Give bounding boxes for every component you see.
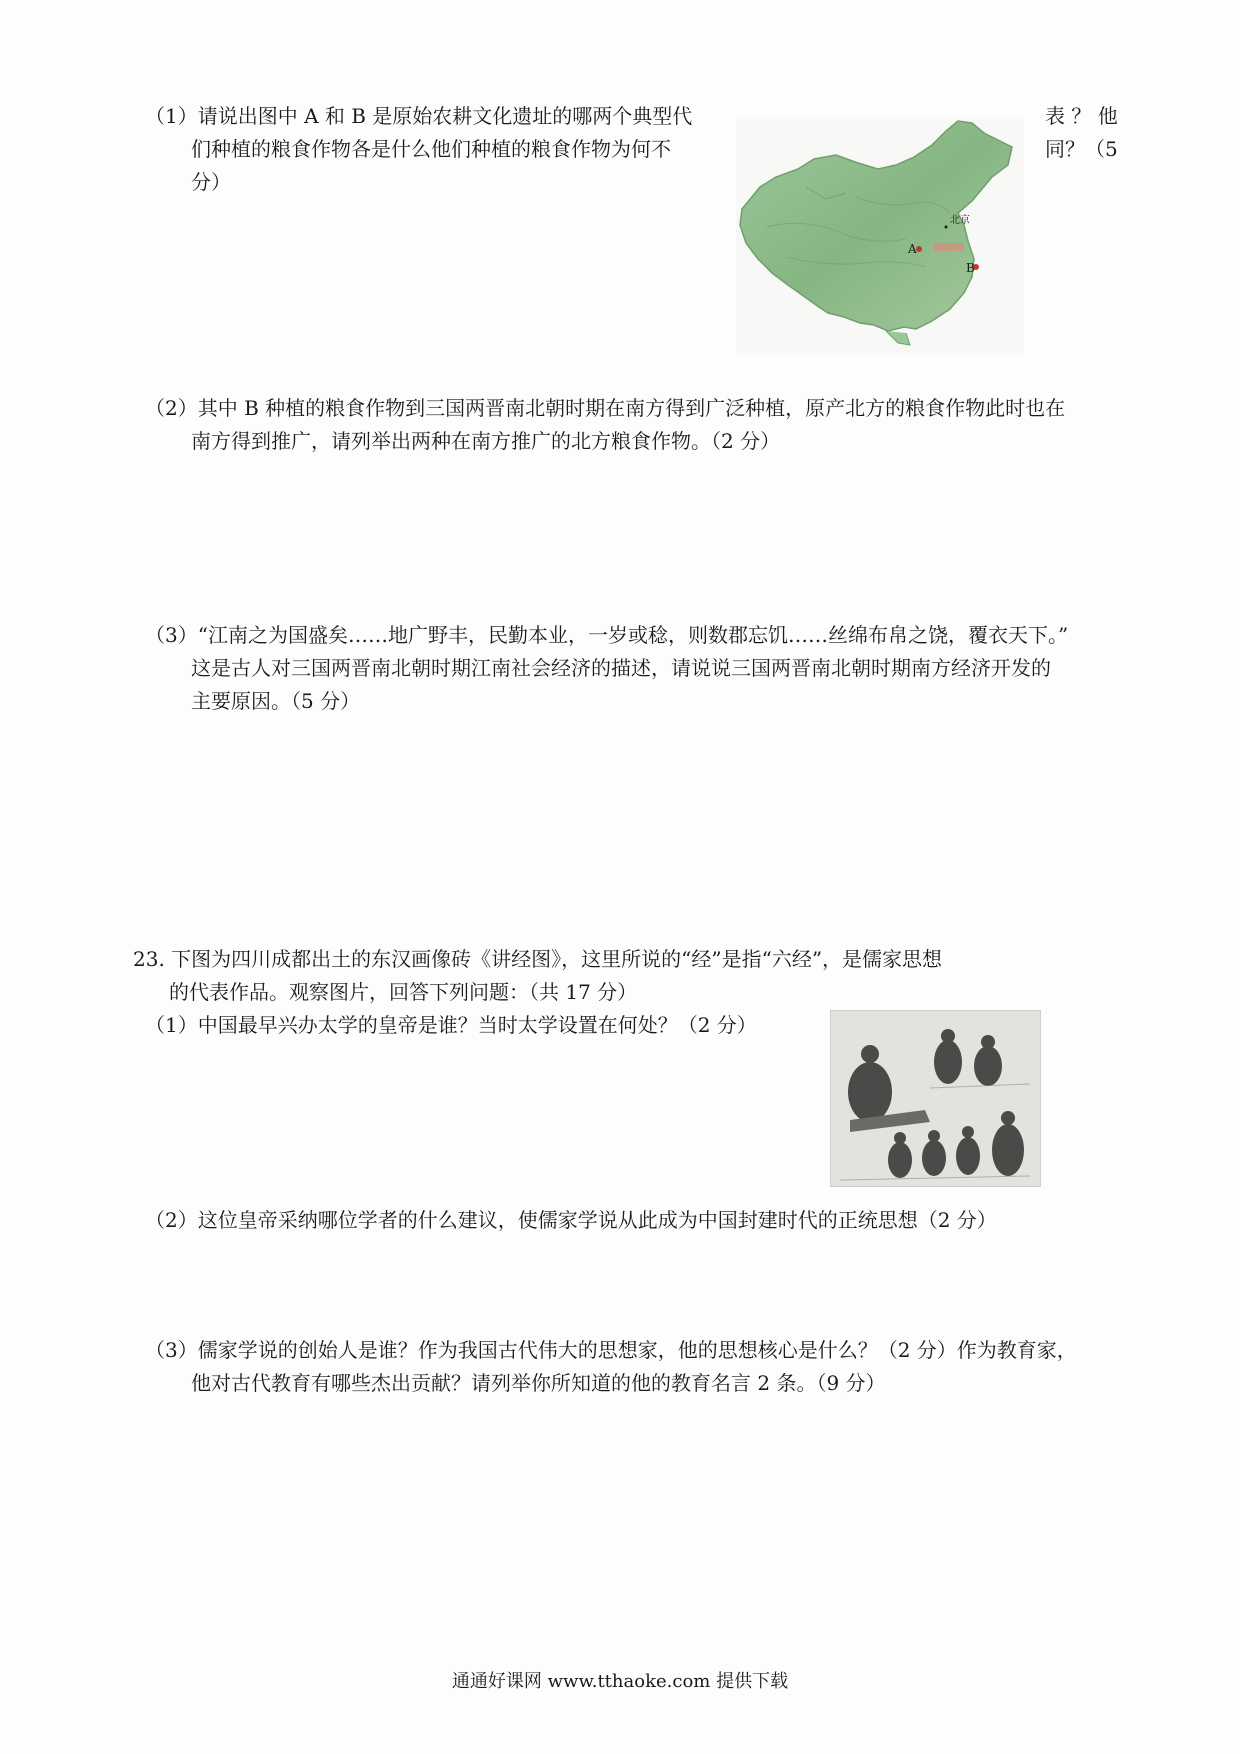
map-marker-a — [916, 246, 922, 252]
map-label-beijing: 北京 — [950, 215, 970, 226]
q22-part3-line3: 主要原因。（5 分） — [191, 689, 361, 713]
q22-part3-line2: 这是古人对三国两晋南北朝时期江南社会经济的描述，请说说三国两晋南北朝时期南方经济开发的 — [191, 656, 1051, 680]
q23-stem-line2: 的代表作品。观察图片，回答下列问题：（共 17 分） — [169, 980, 638, 1004]
q22-part1-line1-right: 表 ？ 他 — [1045, 104, 1118, 128]
q22-part1-line2-right: 同？（5 — [1045, 137, 1118, 161]
han-relief-brick-image — [830, 1010, 1041, 1187]
map-label-b: B — [966, 261, 975, 275]
q23-part2: （2）这位皇帝采纳哪位学者的什么建议，使儒家学说从此成为中国封建时代的正统思想（2 分） — [145, 1208, 997, 1232]
q22-part1-line2-left: 们种植的粮食作物各是什么他们种植的粮食作物为何不 — [191, 137, 671, 161]
page-footer: 通通好课网 www.tthaoke.com 提供下载 — [451, 1671, 789, 1692]
q23-part3-line2: 他对古代教育有哪些杰出贡献？请列举你所知道的他的教育名言 2 条。（9 分） — [191, 1371, 886, 1395]
q23-part3-line1: （3）儒家学说的创始人是谁？作为我国古代伟大的思想家，他的思想核心是什么？（2 分）作为教育家， — [145, 1338, 1077, 1362]
q22-part1-line1-left: （1）请说出图中 A 和 B 是原始农耕文化遗址的哪两个典型代 — [145, 104, 693, 128]
q22-part1-line3: 分） — [191, 170, 231, 194]
q23-stem-line1: 23. 下图为四川成都出土的东汉画像砖《讲经图》，这里所说的“经”是指“六经”，是儒家思想 — [133, 947, 943, 971]
q22-part2-line2: 南方得到推广，请列举出两种在南方推广的北方粮食作物。（2 分） — [191, 429, 781, 453]
q23-part1: （1）中国最早兴办太学的皇帝是谁？当时太学设置在何处？（2 分） — [145, 1013, 757, 1037]
q22-part3-line1: （3）“江南之为国盛矣……地广野丰，民勤本业，一岁或稔，则数郡忘饥……丝绵布帛之饶，覆衣天下。” — [145, 623, 1069, 647]
q22-part2-line1: （2）其中 B 种植的粮食作物到三国两晋南北朝时期在南方得到广泛种植，原产北方的粮食作物此时也在 — [145, 396, 1066, 420]
china-map — [736, 117, 1024, 353]
map-label-a: A — [908, 242, 917, 256]
china-map-landmass — [740, 121, 1012, 331]
